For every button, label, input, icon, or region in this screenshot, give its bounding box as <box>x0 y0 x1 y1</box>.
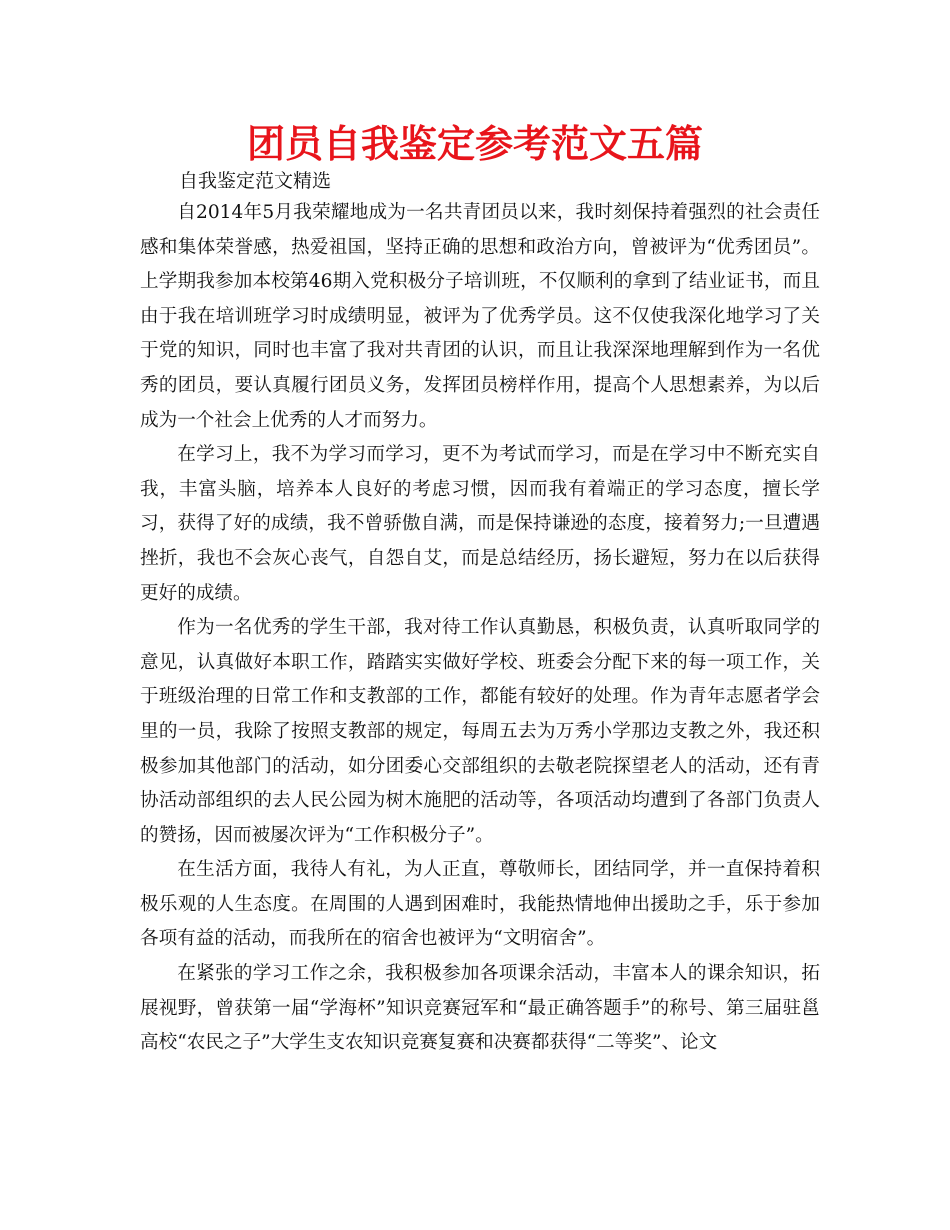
document-subtitle: 自我鉴定范文精选 <box>179 170 332 192</box>
document-title: 团员自我鉴定参考范文五篇 <box>246 122 703 166</box>
document-body <box>140 196 820 1061</box>
paragraph-3: 作为一名优秀的学生干部，我对待工作认真勤恳，积极负责，认真听取同学的意见，认真做好本职工作，踏踏实实做好学校、班委会分配下来的每一项工作，关于班级治理的日常工作和支教部的工作，都能有较好的处理。作为青年志愿者学会里的一员，我除了按照支教部的规定，每周五去为万秀小学那边支教之外，我还积极参加其他部门的活动，如分团委心交部组织的去敬老院探望老人的活动，还有青协活动部组织的去人民公园为树木施肥的活动等，各项活动均遭到了各部门负责人的赞扬，因而被屡次评为“工作积极分子”。 <box>140 617 820 846</box>
paragraph-2: 在学习上，我不为学习而学习，更不为考试而学习，而是在学习中不断充实自我，丰富头脑，培养本人良好的考虑习惯，因而我有着端正的学习态度，擅长学习，获得了好的成绩，我不曾骄傲自满，而是保持谦逊的态度，接着努力;一旦遭遇挫折，我也不会灰心丧气，自怨自艾，而是总结经历，扬长避短，努力在以后获得更好的成绩。 <box>140 444 820 604</box>
paragraph-1: 自2014年5月我荣耀地成为一名共青团员以来，我时刻保持着强烈的社会责任感和集体荣誉感，热爱祖国，坚持正确的思想和政治方向，曾被评为“优秀团员”。上学期我参加本校第46期入党积极分子培训班，不仅顺利的拿到了结业证书，而且由于我在培训班学习时成绩明显，被评为了优秀学员。这不仅使我深化地学习了关于党的知识，同时也丰富了我对共青团的认识，而且让我深深地理解到作为一名优秀的团员，要认真履行团员义务，发挥团员榜样作用，提高个人思想素养，为以后成为一个社会上优秀的人才而努力。 <box>140 202 820 431</box>
paragraph-5: 在紧张的学习工作之余，我积极参加各项课余活动，丰富本人的课余知识，拓展视野，曾获第一届“学海杯”知识竞赛冠军和“最正确答题手”的称号、第三届驻邕高校“农民之子”大学生支农知识竞赛复赛和决赛都获得“二等奖”、论文 <box>140 963 820 1054</box>
paragraph-4: 在生活方面，我待人有礼，为人正直，尊敬师长，团结同学，并一直保持着积极乐观的人生态度。在周围的人遇到困难时，我能热情地伸出援助之手，乐于参加各项有益的活动，而我所在的宿舍也被评为“文明宿舍”。 <box>140 859 820 950</box>
